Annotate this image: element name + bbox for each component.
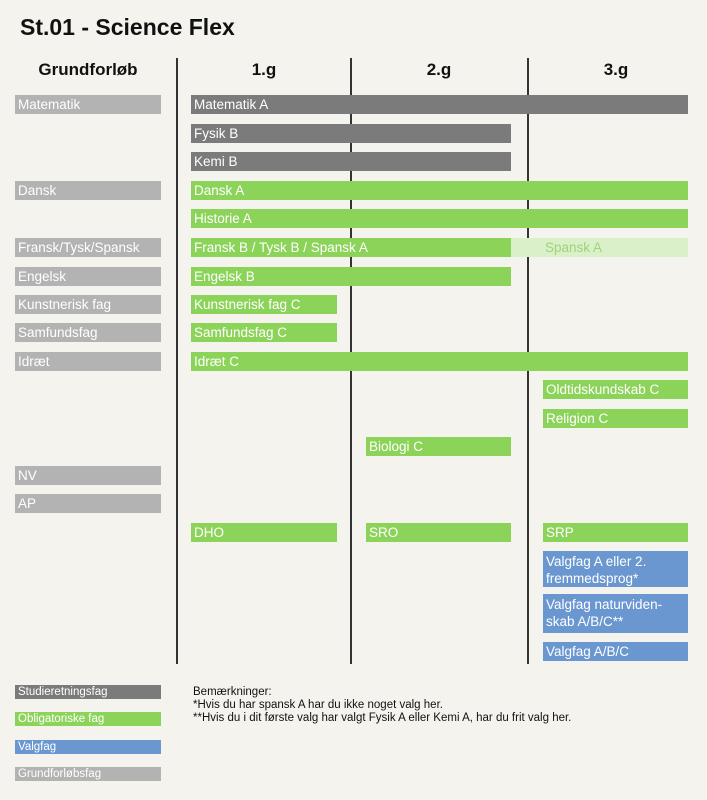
grundforloeb-matematik: Matematik bbox=[15, 95, 161, 114]
note-1: *Hvis du har spansk A har du ikke noget valg her. bbox=[193, 699, 443, 711]
notes-heading: Bemærkninger: bbox=[193, 686, 272, 698]
subject-fysik-b: Fysik B bbox=[191, 124, 511, 143]
grundforloeb-dansk: Dansk bbox=[15, 181, 161, 200]
column-header-3g: 3.g bbox=[603, 60, 629, 79]
grundforloeb-nv: NV bbox=[15, 466, 161, 485]
subject-sro: SRO bbox=[366, 523, 511, 542]
grundforloeb-samfundsfag: Samfundsfag bbox=[15, 323, 161, 342]
subject-idraet-c: Idræt C bbox=[191, 352, 688, 371]
subject-spansk-a: Spansk A bbox=[511, 238, 688, 257]
grundforloeb-sprog: Fransk/Tysk/Spansk bbox=[15, 238, 161, 257]
subject-oldtidskundskab-c: Oldtidskundskab C bbox=[543, 380, 688, 399]
subject-dansk-a: Dansk A bbox=[191, 181, 688, 200]
subject-historie-a: Historie A bbox=[191, 209, 688, 228]
subject-engelsk-b: Engelsk B bbox=[191, 267, 511, 286]
grundforloeb-ap: AP bbox=[15, 494, 161, 513]
note-2: **Hvis du i dit første valg har valgt Fysik A eller Kemi A, har du frit valg her. bbox=[193, 712, 572, 724]
column-header-2g: 2.g bbox=[426, 60, 452, 79]
subject-samfundsfag-c: Samfundsfag C bbox=[191, 323, 337, 342]
legend-studieretningsfag: Studieretningsfag bbox=[15, 685, 161, 699]
grundforloeb-engelsk: Engelsk bbox=[15, 267, 161, 286]
legend-obligatoriske-fag: Obligatoriske fag bbox=[15, 712, 161, 726]
legend-valgfag: Valgfag bbox=[15, 740, 161, 754]
grundforloeb-kunstnerisk: Kunstnerisk fag bbox=[15, 295, 161, 314]
subject-religion-c: Religion C bbox=[543, 409, 688, 428]
column-header-1g: 1.g bbox=[251, 60, 277, 79]
divider-1g bbox=[176, 58, 178, 664]
subject-valgfag-abc: Valgfag A/B/C bbox=[543, 642, 688, 661]
legend-grundforloebsfag: Grundforløbsfag bbox=[15, 767, 161, 781]
subject-valgfag-naturvidenskab: Valgfag naturviden-skab A/B/C** bbox=[543, 594, 688, 633]
subject-valgfag-a: Valgfag A eller 2. fremmedsprog* bbox=[543, 551, 688, 587]
subject-kemi-b: Kemi B bbox=[191, 152, 511, 171]
subject-kunstnerisk-c: Kunstnerisk fag C bbox=[191, 295, 337, 314]
subject-sprog-b: Fransk B / Tysk B / Spansk A bbox=[191, 238, 511, 257]
subject-srp: SRP bbox=[543, 523, 688, 542]
subject-biologi-c: Biologi C bbox=[366, 437, 511, 456]
subject-dho: DHO bbox=[191, 523, 337, 542]
subject-matematik-a: Matematik A bbox=[191, 95, 688, 114]
page-title: St.01 - Science Flex bbox=[20, 14, 235, 40]
column-header-grundforloeb: Grundforløb bbox=[38, 60, 138, 79]
grundforloeb-idraet: Idræt bbox=[15, 352, 161, 371]
